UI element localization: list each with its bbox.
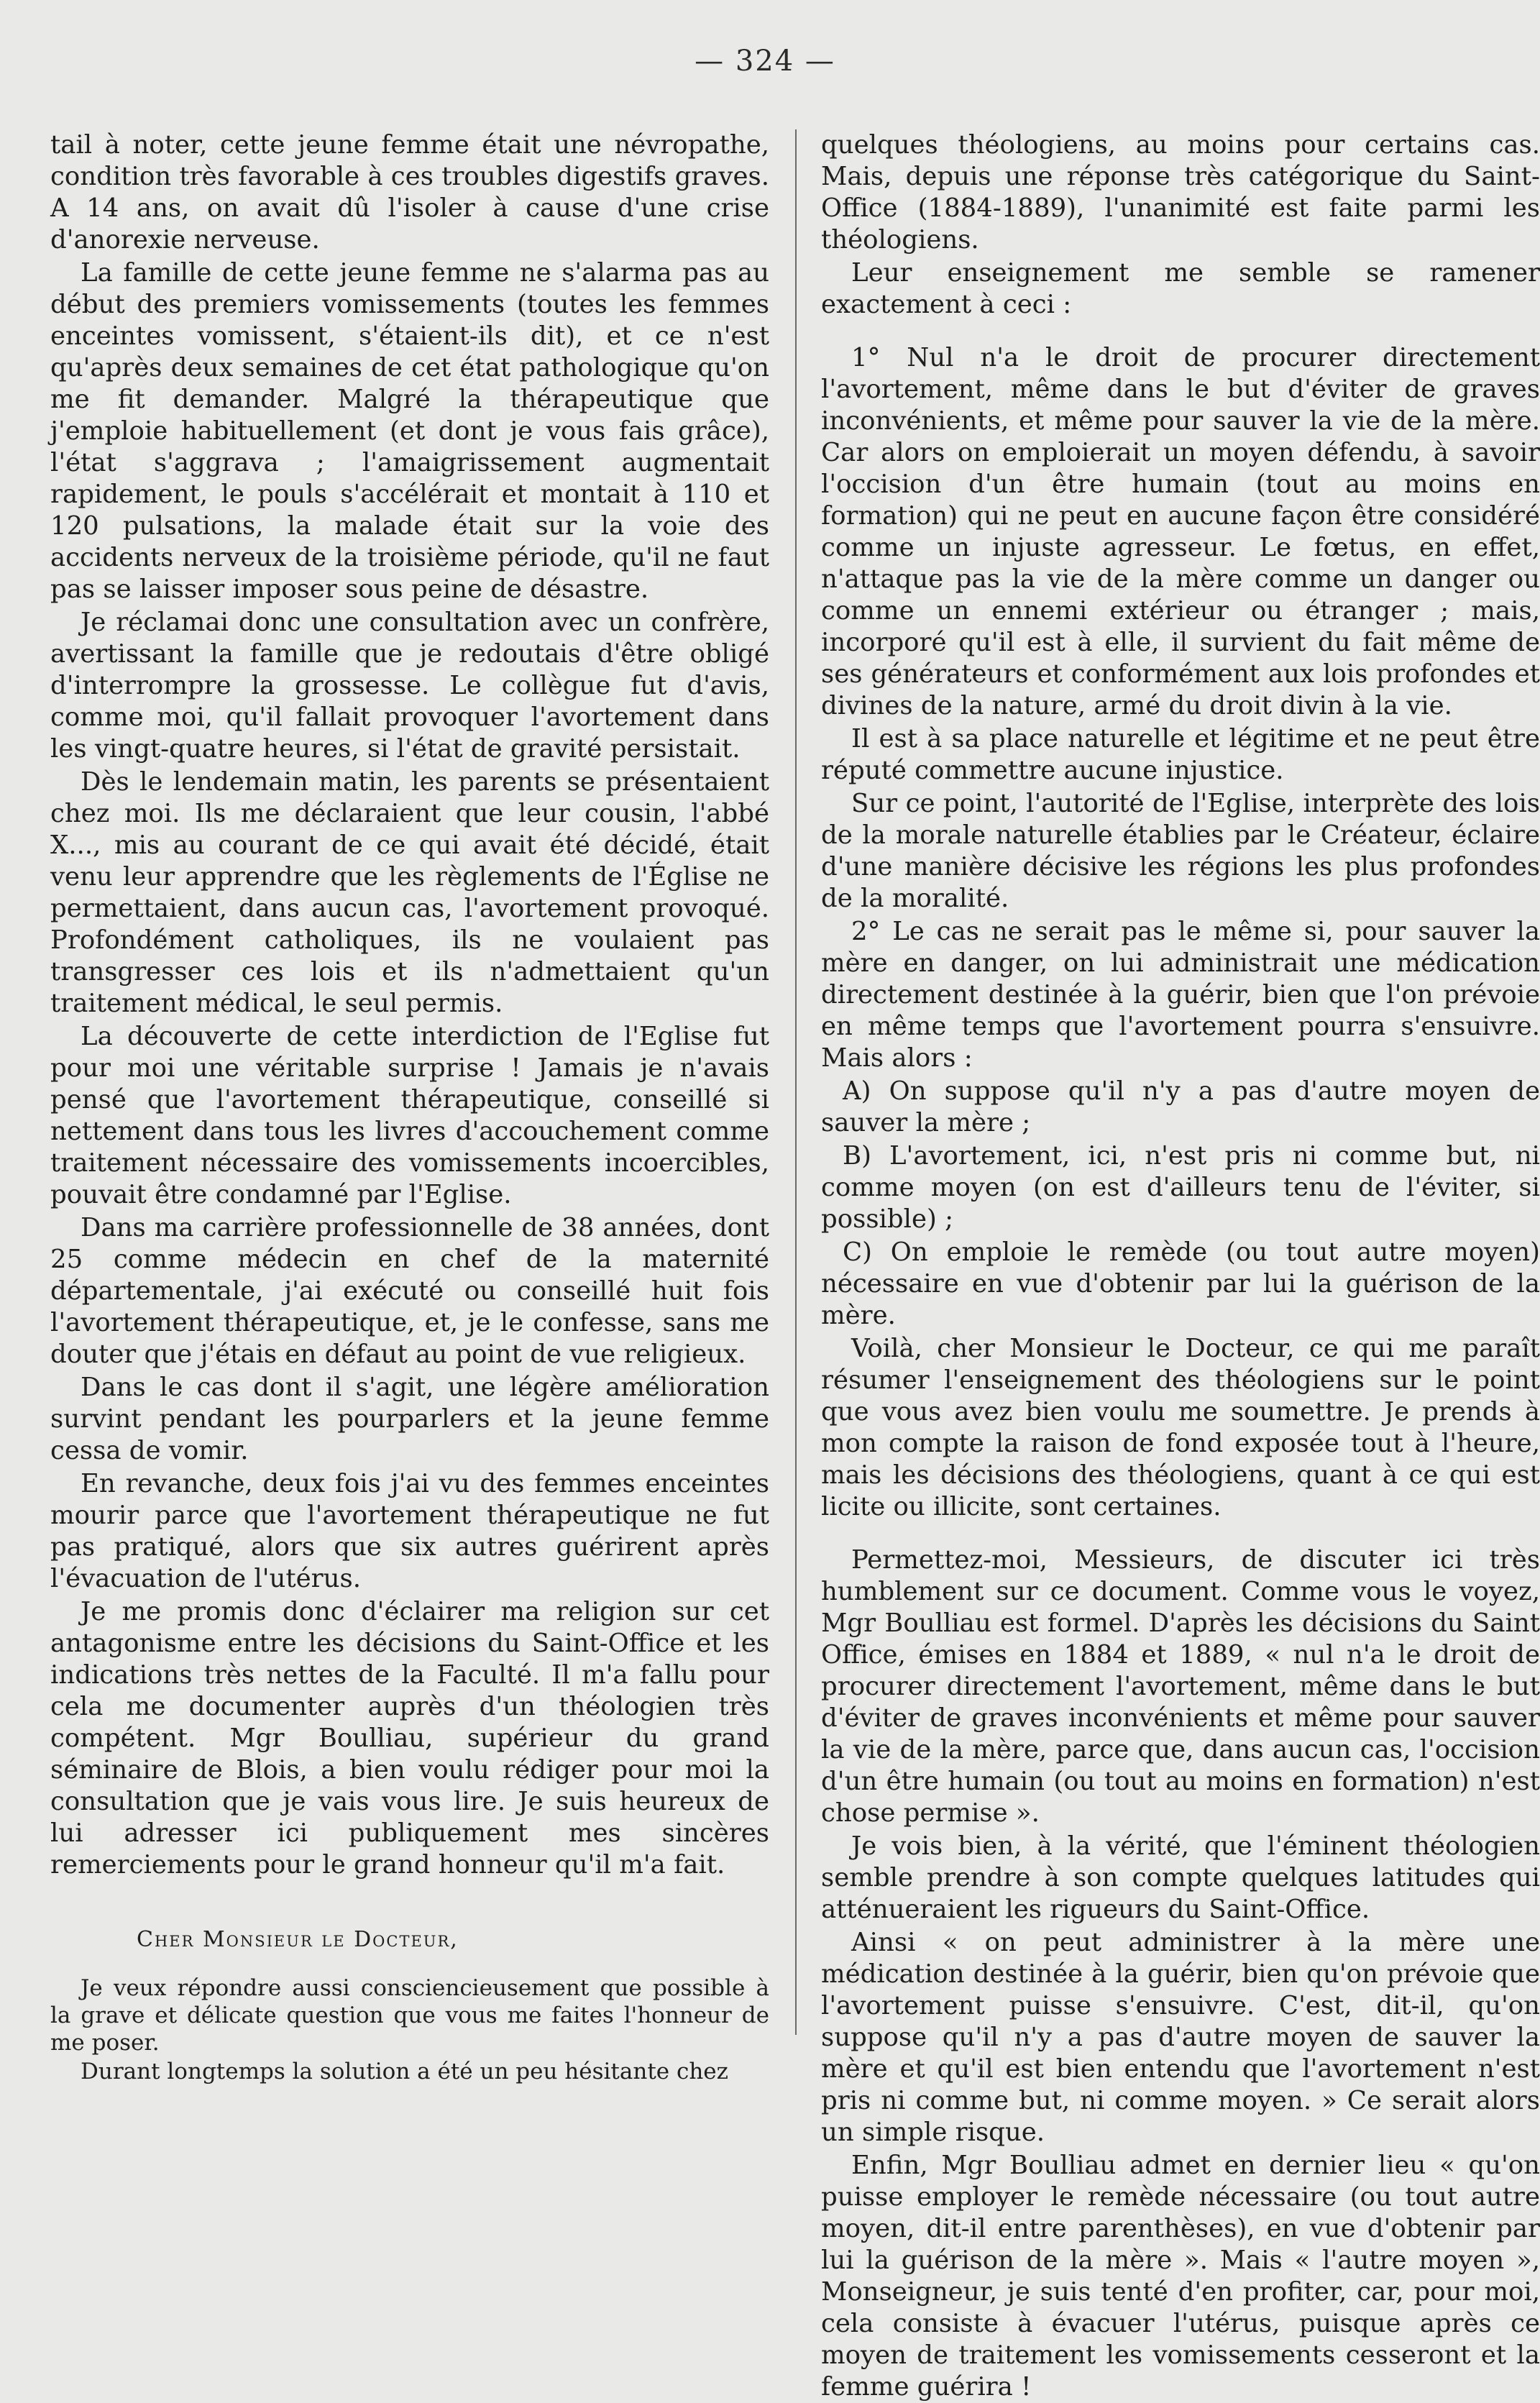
list-item: B) L'avortement, ici, n'est pris ni comme but, ni comme moyen (on est d'ailleurs tenu de l'éviter, si possible) ;: [821, 1141, 1540, 1234]
paragraph: En revanche, deux fois j'ai vu des femmes enceintes mourir parce que l'avortement thérapeutique ne fut pas pratiqué, alors que six autres guérirent après l'évacuation de l'utérus.: [50, 1469, 769, 1593]
paragraph: Je vois bien, à la vérité, que l'éminent théologien semble prendre à son compte quelques latitudes qui atténueraient les rigueurs du Saint-Office.: [821, 1831, 1540, 1924]
paragraph: Dans le cas dont il s'agit, une légère amélioration survint pendant les pourparlers et la jeune femme cessa de vomir.: [50, 1373, 769, 1465]
paragraph: Voilà, cher Monsieur le Docteur, ce qui me paraît résumer l'enseignement des théologiens sur le point que vous avez bien voulu me soumettre. Je prends à mon compte la raison de fond exposée tout à l'heure, mais les décisions des théologiens, quant à ce qui est licite ou illicite, sont certaines.: [821, 1334, 1540, 1521]
paragraph: Dans ma carrière professionnelle de 38 années, dont 25 comme médecin en chef de la maternité départementale, j'ai exécuté ou conseillé huit fois l'avortement thérapeutique, et, je le confesse, sans me douter que j'étais en défaut au point de vue religieux.: [50, 1213, 769, 1369]
letter-paragraph: Je veux répondre aussi consciencieusement que possible à la grave et délicate question que vous me faites l'honneur de me poser.: [50, 1975, 769, 2056]
left-column: [50, 129, 769, 2084]
list-item: A) On suppose qu'il n'y a pas d'autre moyen de sauver la mère ;: [821, 1076, 1540, 1138]
right-column: [821, 129, 1540, 2402]
paragraph: 2° Le cas ne serait pas le même si, pour sauver la mère en danger, on lui administrait une médication directement destinée à la guérir, bien que l'on prévoie en même temps que l'avortement pourra s'ensuivre. Mais alors :: [821, 917, 1540, 1073]
paragraph: Permettez-moi, Messieurs, de discuter ici très humblement sur ce document. Comme vous le voyez, Mgr Boulliau est formel. D'après les décisions du Saint Office, émises en 1884 et 1889, « nul n'a le droit de procurer directement l'avortement, même dans le but d'éviter de graves inconvénients et même pour sauver la vie de la mère, parce que, dans aucun cas, l'occision d'un être humain (ou tout au moins en formation) n'est chose permise ».: [821, 1545, 1540, 1828]
paragraph: La découverte de cette interdiction de l'Eglise fut pour moi une véritable surprise ! Jamais je n'avais pensé que l'avortement thérapeutique, conseillé si nettement dans tous les livres d'accouchement comme traitement nécessaire des vomissements incoercibles, pouvait être condamné par l'Eglise.: [50, 1022, 769, 1209]
paragraph: Sur ce point, l'autorité de l'Eglise, interprète des lois de la morale naturelle établies par le Créateur, éclaire d'une manière décisive les régions les plus profondes de la moralité.: [821, 789, 1540, 913]
paragraph: Enfin, Mgr Boulliau admet en dernier lieu « qu'on puisse employer le remède nécessaire (ou tout autre moyen, dit-il entre parenthèses), en vue d'obtenir par lui la guérison de la mère ». Mais « l'autre moyen », Monseigneur, je suis tenté d'en profiter, car, pour moi, cela consiste à évacuer l'utérus, puisque après ce moyen de traitement les vomissements cesseront et la femme guérira !: [821, 2151, 1540, 2402]
paragraph: Dès le lendemain matin, les parents se présentaient chez moi. Ils me déclaraient que leur cousin, l'abbé X..., mis au courant de ce qui avait été décidé, était venu leur apprendre que les règlements de l'Église ne permettaient, dans aucun cas, l'avortement provoqué. Profondément catholiques, ils ne voulaient pas transgresser ces lois et ils n'admettaient qu'un traitement médical, le seul permis.: [50, 767, 769, 1018]
paragraph: Je me promis donc d'éclairer ma religion sur cet antagonisme entre les décisions du Saint-Office et les indications très nettes de la Faculté. Il m'a fallu pour cela me documenter auprès d'un théologien très compétent. Mgr Boulliau, supérieur du grand séminaire de Blois, a bien voulu rédiger pour moi la consultation que je vais vous lire. Je suis heureux de lui adresser ici publiquement mes sincères remerciements pour le grand honneur qu'il m'a fait.: [50, 1597, 769, 1880]
column-divider: [795, 129, 797, 2035]
page-number: — 324 —: [695, 45, 835, 78]
paragraph: Ainsi « on peut administrer à la mère une médication destinée à la guérir, bien qu'on prévoie que l'avortement puisse s'ensuivre. C'est, dit-il, qu'on suppose qu'il n'y a pas d'autre moyen de sauver la mère et qu'il est bien entendu que l'avortement n'est pris ni comme but, ni comme moyen. » Ce serait alors un simple risque.: [821, 1928, 1540, 2147]
paragraph: Leur enseignement me semble se ramener exactement à ceci :: [821, 258, 1540, 319]
paragraph: Il est à sa place naturelle et légitime et ne peut être réputé commettre aucune injustice.: [821, 724, 1540, 785]
paragraph: Je réclamai donc une consultation avec un confrère, avertissant la famille que je redoutais d'être obligé d'interrompre la grossesse. Le collègue fut d'avis, comme moi, qu'il fallait provoquer l'avortement dans les vingt-quatre heures, si l'état de gravité persistait.: [50, 608, 769, 764]
paragraph: quelques théologiens, au moins pour certains cas. Mais, depuis une réponse très catégorique du Saint-Office (1884-1889), l'unanimité est faite parmi les théologiens.: [821, 130, 1540, 255]
list-item: C) On emploie le remède (ou tout autre moyen) nécessaire en vue d'obtenir par lui la guérison de la mère.: [821, 1237, 1540, 1330]
paragraph: 1° Nul n'a le droit de procurer directement l'avortement, même dans le but d'éviter de graves inconvénients, et même pour sauver la vie de la mère. Car alors on emploierait un moyen défendu, à savoir l'occision d'un être humain (tout au moins en formation) qui ne peut en aucune façon être considéré comme un injuste agresseur. Le fœtus, en effet, n'attaque pas la vie de la mère comme un danger ou comme un ennemi extérieur ou étranger ; mais, incorporé qu'il est à elle, il survient du fait même de ses générateurs et conformément aux lois profondes et divines de la nature, armé du droit divin à la vie.: [821, 343, 1540, 720]
paragraph: La famille de cette jeune femme ne s'alarma pas au début des premiers vomissements (toutes les femmes enceintes vomissent, s'étaient-ils dit), et ce n'est qu'après deux semaines de cet état pathologique qu'on me fit demander. Malgré la thérapeutique que j'emploie habituellement (et dont je vous fais grâce), l'état s'aggrava ; l'amaigrissement augmentait rapidement, le pouls s'accélérait et montait à 110 et 120 pulsations, la malade était sur la voie des accidents nerveux de la troisième période, qu'il ne faut pas se laisser imposer sous peine de désastre.: [50, 258, 769, 604]
letter-salutation: Cher Monsieur le Docteur,: [137, 1927, 459, 1952]
paragraph: tail à noter, cette jeune femme était une névropathe, condition très favorable à ces troubles digestifs graves. A 14 ans, on avait dû l'isoler à cause d'une crise d'anorexie nerveuse.: [50, 130, 769, 255]
letter-paragraph: Durant longtemps la solution a été un peu hésitante chez: [81, 2059, 728, 2084]
